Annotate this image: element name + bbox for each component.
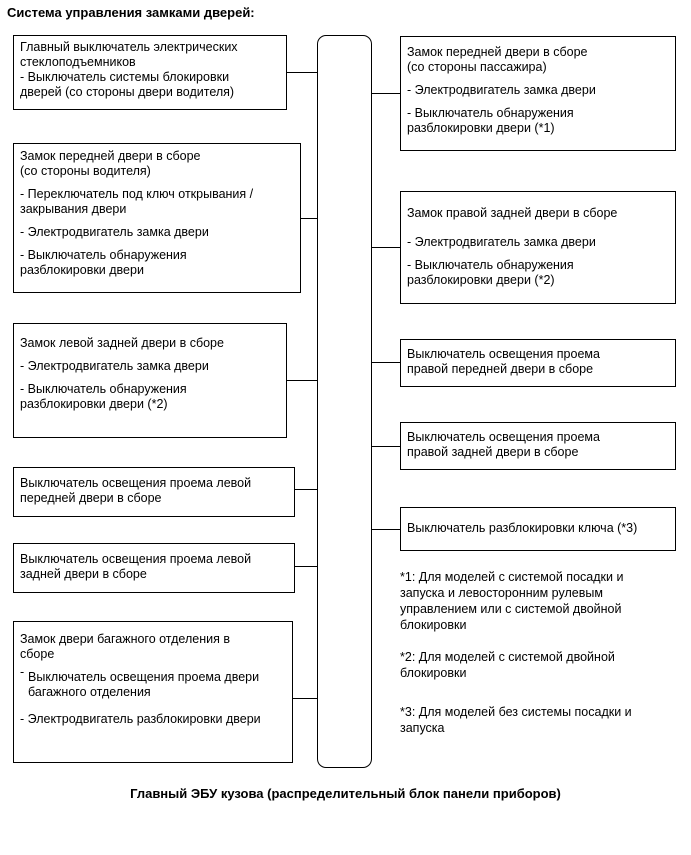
diagram-title: Система управления замками дверей: [7, 5, 255, 20]
note-text: *1: Для моделей с системой посадки и [400, 570, 624, 584]
box-text: Выключатель освещения проема [407, 430, 600, 444]
box-right-rear-courtesy-switch [400, 422, 676, 470]
note-text: *3: Для моделей без системы посадки и [400, 705, 632, 719]
box-text: Замок левой задней двери в сборе [20, 336, 224, 350]
box-main-window-switch [13, 35, 287, 110]
box-text: (со стороны водителя) [20, 164, 151, 178]
connector-line [287, 380, 317, 381]
box-text: разблокировки двери (*2) [407, 273, 555, 287]
connector-line [372, 362, 400, 363]
ecu-bus [317, 35, 372, 768]
box-text: - Электродвигатель замка двери [407, 83, 596, 97]
box-text: Выключатель освещения проема двери [28, 670, 260, 684]
box-text: - Выключатель системы блокировки [20, 70, 230, 84]
box-text: сборе [20, 647, 55, 661]
box-driver-door-lock [13, 143, 301, 293]
box-text: Выключатель разблокировки ключа (*3) [407, 521, 638, 535]
box-text: правой задней двери в сборе [407, 445, 579, 459]
connector-line [287, 72, 317, 73]
note-text: запуска [400, 721, 445, 735]
box-text: Замок двери багажного отделения в [20, 632, 230, 646]
box-passenger-door-lock [400, 36, 676, 151]
box-text: правой передней двери в сборе [407, 362, 594, 376]
box-text: разблокировки двери (*1) [407, 121, 555, 135]
connector-line [301, 218, 317, 219]
footnote-3 [400, 704, 632, 736]
box-left-rear-courtesy-switch [13, 543, 295, 593]
box-text: закрывания двери [20, 202, 127, 216]
box-text: разблокировки двери (*2) [20, 397, 168, 411]
note-text: блокировки [400, 666, 467, 680]
ecu-label: Главный ЭБУ кузова (распределительный блок панели приборов) [130, 786, 561, 801]
box-text: Замок правой задней двери в сборе [407, 206, 618, 220]
connector-line [293, 698, 317, 699]
box-text: - Выключатель обнаружения [20, 248, 187, 262]
note-text: блокировки [400, 618, 467, 632]
box-text: - [20, 665, 25, 679]
box-text: Замок передней двери в сборе [20, 149, 201, 163]
box-text: дверей (со стороны двери водителя) [20, 85, 235, 99]
box-text: - Электродвигатель замка двери [20, 359, 209, 373]
box-text: багажного отделения [28, 685, 151, 699]
connector-line [295, 489, 317, 490]
box-left-front-courtesy-switch [13, 467, 295, 517]
footnote-1 [400, 569, 623, 633]
box-text: - Переключатель под ключ открывания / [20, 187, 254, 201]
connector-line [372, 93, 400, 94]
box-text: Выключатель освещения проема левой [20, 552, 252, 566]
box-text: Главный выключатель электрических [20, 40, 238, 54]
box-text: - Электродвигатель замка двери [407, 235, 596, 249]
box-key-unlock-switch [400, 507, 676, 551]
box-left-rear-door-lock [13, 323, 287, 438]
box-text: - Выключатель обнаружения [407, 258, 574, 272]
box-text: стеклоподъемников [20, 55, 136, 69]
box-text: - Электродвигатель замка двери [20, 225, 209, 239]
connector-line [372, 446, 400, 447]
connector-line [372, 529, 400, 530]
note-text: *2: Для моделей с системой двойной [400, 650, 615, 664]
box-text: Выключатель освещения проема левой [20, 476, 252, 490]
connector-line [295, 566, 317, 567]
box-right-front-courtesy-switch [400, 339, 676, 387]
box-text: - Электродвигатель разблокировки двери [20, 712, 261, 726]
box-text: (со стороны пассажира) [407, 60, 547, 74]
box-text: разблокировки двери [20, 263, 144, 277]
box-text: Выключатель освещения проема [407, 347, 600, 361]
box-text: Замок передней двери в сборе [407, 45, 588, 59]
note-text: управлением или с системой двойной [400, 602, 622, 616]
connector-line [372, 247, 400, 248]
box-back-door-lock [13, 621, 293, 763]
footnote-2 [400, 649, 615, 681]
box-right-rear-door-lock [400, 191, 676, 304]
note-text: запуска и левосторонним рулевым [400, 586, 603, 600]
box-text: передней двери в сборе [20, 491, 162, 505]
box-text: задней двери в сборе [20, 567, 147, 581]
box-text: - Выключатель обнаружения [20, 382, 187, 396]
box-text: - Выключатель обнаружения [407, 106, 574, 120]
